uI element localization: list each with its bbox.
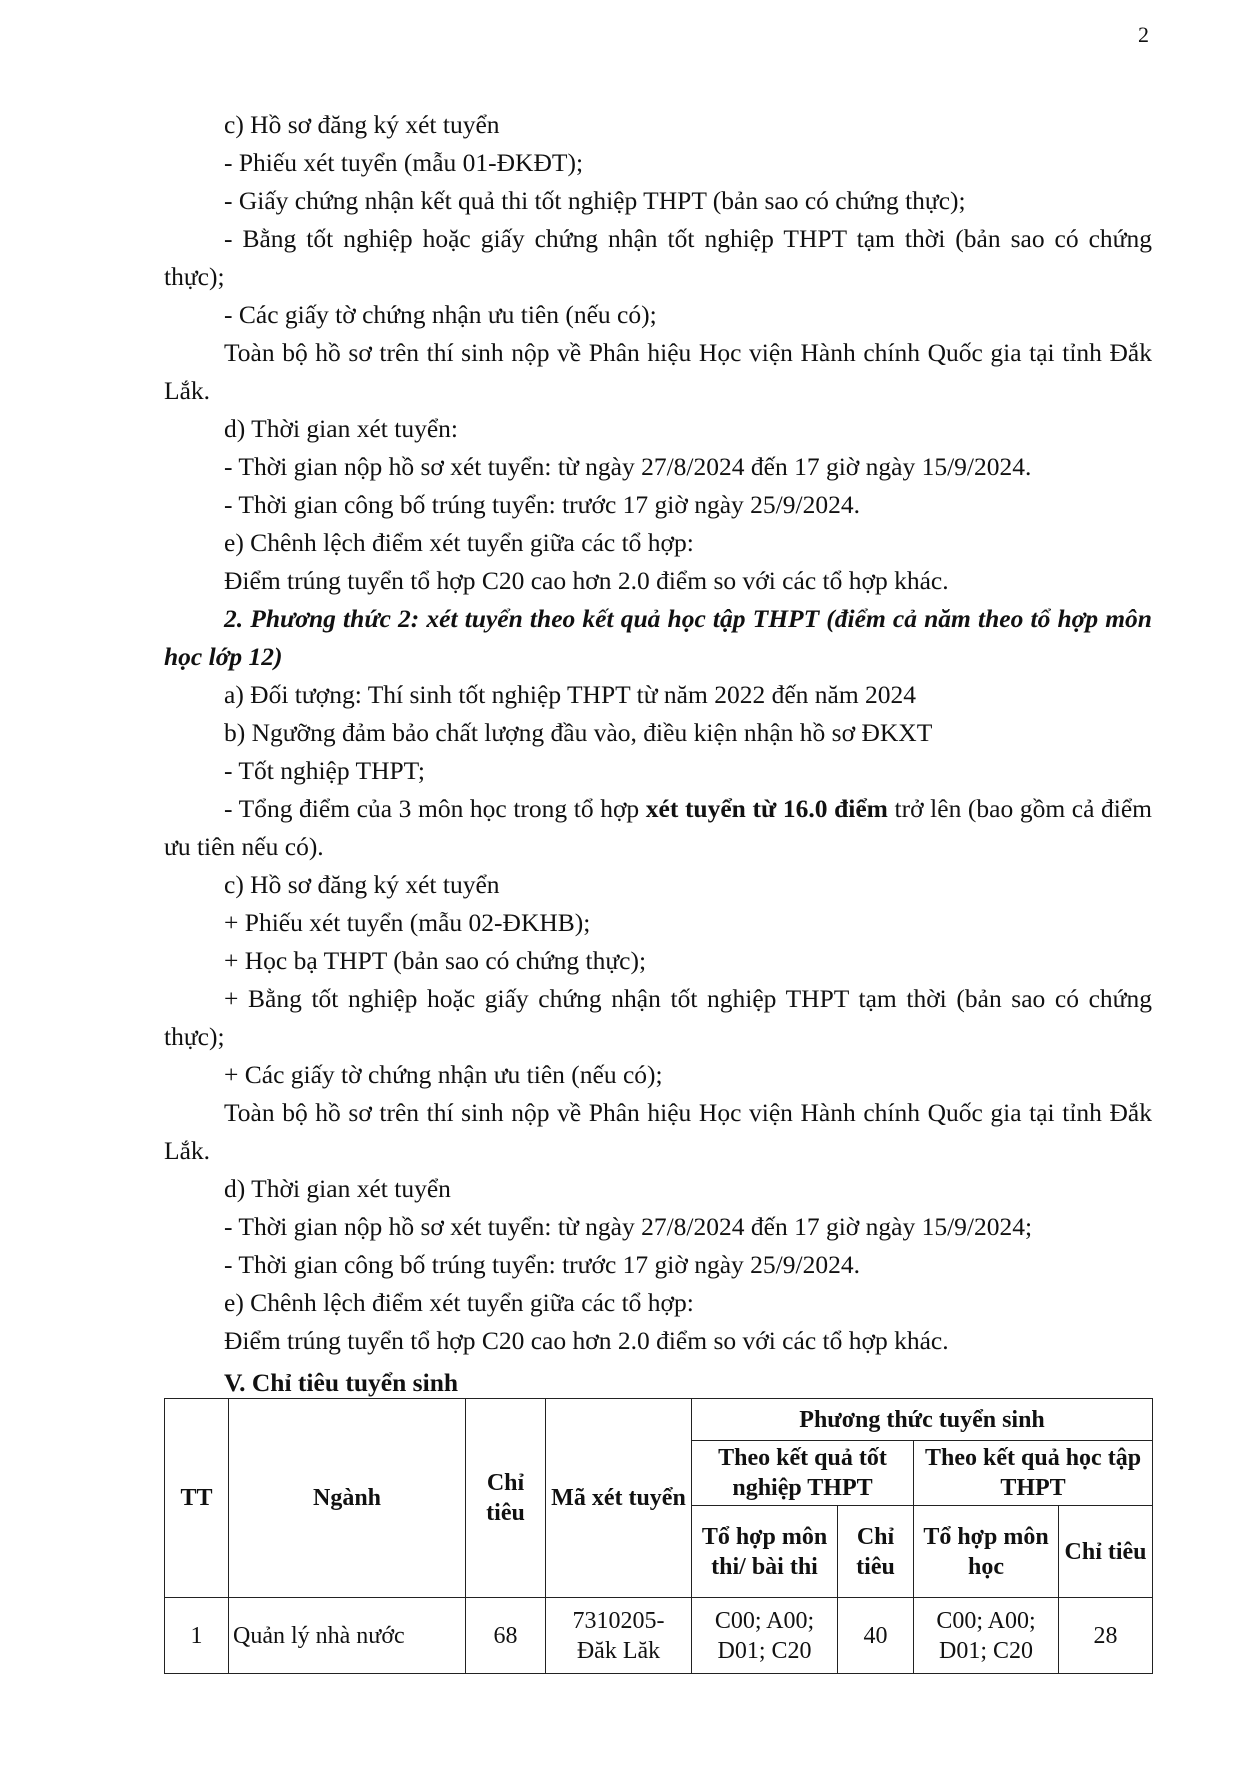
header-tt: TT (165, 1399, 229, 1598)
bold-threshold: xét tuyển từ 16.0 điểm (645, 794, 888, 823)
header-chitieu-ht: Chỉ tiêu (1059, 1506, 1153, 1598)
page-number: 2 (1138, 22, 1149, 47)
header-to-hop-hoc: Tổ hợp môn học (914, 1506, 1059, 1598)
header-phuong-thuc: Phương thức tuyển sinh (692, 1399, 1153, 1441)
text-run: - Tổng điểm của 3 môn học trong tổ hợp (224, 794, 646, 823)
paragraph: - Thời gian công bố trúng tuyển: trước 17 giờ ngày 25/9/2024. (224, 1250, 860, 1279)
method2-heading: 2. Phương thức 2: xét tuyển theo kết quả học tập THPT (điểm cả năm theo tổ hợp môn học lớp 12) (164, 604, 1152, 671)
paragraph: - Tốt nghiệp THPT; (224, 756, 425, 785)
paragraph: - Giấy chứng nhận kết quả thi tốt nghiệp THPT (bản sao có chứng thực); (224, 186, 966, 215)
paragraph: Toàn bộ hồ sơ trên thí sinh nộp về Phân hiệu Học viện Hành chính Quốc gia tại tỉnh Đắk Lắk. (164, 338, 1152, 405)
cell-chitieu-tn: 40 (838, 1598, 914, 1674)
paragraph: Điểm trúng tuyển tổ hợp C20 cao hơn 2.0 điểm so với các tổ hợp khác. (224, 1326, 949, 1355)
paragraph: a) Đối tượng: Thí sinh tốt nghiệp THPT từ năm 2022 đến năm 2024 (224, 680, 917, 709)
paragraph: + Phiếu xét tuyển (mẫu 02-ĐKHB); (224, 908, 591, 937)
paragraph: c) Hồ sơ đăng ký xét tuyển (224, 110, 500, 139)
paragraph: + Bằng tốt nghiệp hoặc giấy chứng nhận tốt nghiệp THPT tạm thời (bản sao có chứng thực); (164, 984, 1152, 1051)
cell-chitieu-ht: 28 (1059, 1598, 1153, 1674)
paragraph: - Các giấy tờ chứng nhận ưu tiên (nếu có); (224, 300, 657, 329)
paragraph: - Bằng tốt nghiệp hoặc giấy chứng nhận tốt nghiệp THPT tạm thời (bản sao có chứng thực); (164, 224, 1152, 291)
cell-tt: 1 (165, 1598, 229, 1674)
cell-to-hop-hoc: C00; A00; D01; C20 (914, 1598, 1059, 1674)
paragraph: d) Thời gian xét tuyển (224, 1174, 451, 1203)
cell-chitieu: 68 (466, 1598, 546, 1674)
paragraph: - Thời gian nộp hồ sơ xét tuyển: từ ngày 27/8/2024 đến 17 giờ ngày 15/9/2024; (224, 1212, 1033, 1241)
paragraph: + Các giấy tờ chứng nhận ưu tiên (nếu có); (224, 1060, 663, 1089)
paragraph: - Thời gian nộp hồ sơ xét tuyển: từ ngày 27/8/2024 đến 17 giờ ngày 15/9/2024. (224, 452, 1032, 481)
header-chitieu-tn: Chỉ tiêu (838, 1506, 914, 1598)
document-body (164, 106, 1152, 1360)
table-row (165, 1598, 1153, 1674)
paragraph: + Học bạ THPT (bản sao có chứng thực); (224, 946, 647, 975)
cell-nganh: Quản lý nhà nước (229, 1598, 466, 1674)
header-theo-tot-nghiep: Theo kết quả tốt nghiệp THPT (692, 1441, 914, 1506)
paragraph: c) Hồ sơ đăng ký xét tuyển (224, 870, 500, 899)
paragraph-threshold (164, 790, 1152, 866)
paragraph: b) Ngưỡng đảm bảo chất lượng đầu vào, điều kiện nhận hồ sơ ĐKXT (224, 718, 933, 747)
header-to-hop-thi: Tổ hợp môn thi/ bài thi (692, 1506, 838, 1598)
quota-table (164, 1398, 1153, 1674)
header-ma-xet-tuyen: Mã xét tuyển (546, 1399, 692, 1598)
header-chitieu: Chỉ tiêu (466, 1399, 546, 1598)
paragraph: - Thời gian công bố trúng tuyển: trước 17 giờ ngày 25/9/2024. (224, 490, 860, 519)
paragraph: - Phiếu xét tuyển (mẫu 01-ĐKĐT); (224, 148, 584, 177)
header-theo-hoc-tap: Theo kết quả học tập THPT (914, 1441, 1153, 1506)
text-run: trở lên (bao gồm cả điểm ưu tiên nếu có). (164, 794, 1153, 861)
paragraph: d) Thời gian xét tuyển: (224, 414, 458, 443)
section-v-heading: V. Chỉ tiêu tuyển sinh (224, 1368, 459, 1397)
paragraph: e) Chênh lệch điểm xét tuyển giữa các tổ hợp: (224, 1288, 694, 1317)
cell-ma: 7310205- Đăk Lăk (546, 1598, 692, 1674)
paragraph: Điểm trúng tuyển tổ hợp C20 cao hơn 2.0 điểm so với các tổ hợp khác. (224, 566, 949, 595)
cell-to-hop-thi: C00; A00; D01; C20 (692, 1598, 838, 1674)
paragraph: Toàn bộ hồ sơ trên thí sinh nộp về Phân hiệu Học viện Hành chính Quốc gia tại tỉnh Đắk Lắk. (164, 1098, 1152, 1165)
header-nganh: Ngành (229, 1399, 466, 1598)
paragraph: e) Chênh lệch điểm xét tuyển giữa các tổ hợp: (224, 528, 694, 557)
